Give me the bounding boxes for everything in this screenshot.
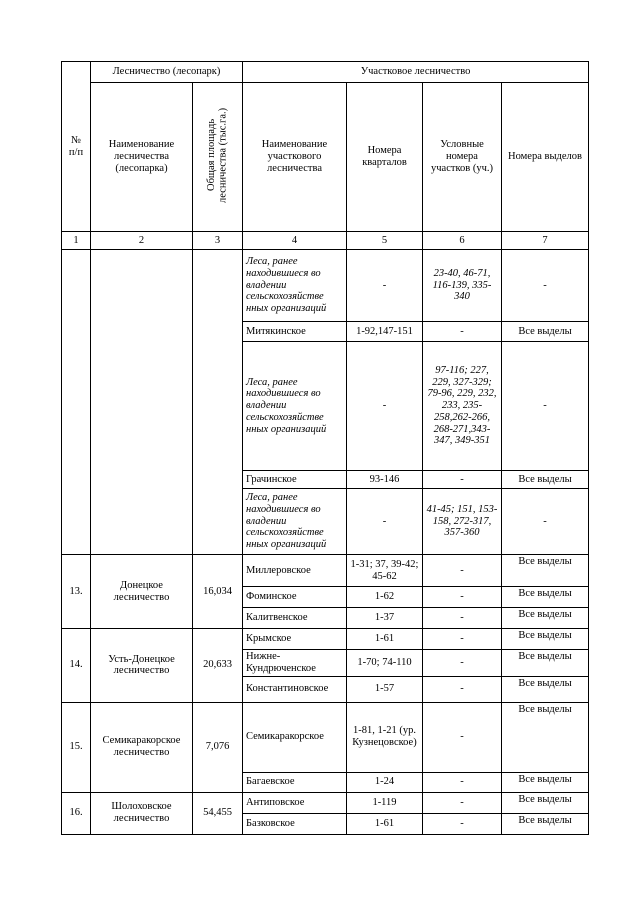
- quarters-cell: 1-37: [347, 608, 423, 629]
- sections-cell: -: [502, 342, 589, 471]
- plots-cell: -: [423, 676, 502, 702]
- quarters-cell: 1-81, 1-21 (ур. Кузнецовское): [347, 702, 423, 772]
- header-quarters: Номера кварталов: [347, 83, 423, 232]
- sections-cell: Все выделы: [502, 471, 589, 489]
- table-row: [62, 629, 589, 650]
- header-no: № п/п: [62, 62, 91, 232]
- quarters-cell: 1-70; 74-110: [347, 650, 423, 677]
- col-number: 7: [502, 232, 589, 250]
- column-numbers-row: [62, 232, 589, 250]
- forestry-area-cell: 54,455: [193, 792, 243, 834]
- local-forestry-name: Семикаракорское: [243, 702, 347, 772]
- forestry-name-cell: Шолоховское лесничество: [91, 792, 193, 834]
- sections-cell: Все выделы: [502, 650, 589, 677]
- header-sections: Номера выделов: [502, 83, 589, 232]
- local-forestry-name: Крымское: [243, 629, 347, 650]
- quarters-cell: 1-62: [347, 587, 423, 608]
- col-number: 3: [193, 232, 243, 250]
- header-plots: Условные номера участков (уч.): [423, 83, 502, 232]
- col-number: 6: [423, 232, 502, 250]
- col-number: 4: [243, 232, 347, 250]
- quarters-cell: -: [347, 250, 423, 322]
- header-group-forestry: Лесничество (лесопарк): [91, 62, 243, 83]
- table-row: [62, 555, 589, 587]
- local-forestry-name: Леса, ранее находившиеся во владении сельскохозяйстве нных организаций: [243, 489, 347, 555]
- local-forestry-name: Антиповское: [243, 792, 347, 813]
- local-forestry-name: Грачинское: [243, 471, 347, 489]
- forestry-area-cell: 7,076: [193, 702, 243, 792]
- sections-cell: Все выделы: [502, 608, 589, 629]
- local-forestry-name: Калитвенское: [243, 608, 347, 629]
- sections-cell: Все выделы: [502, 587, 589, 608]
- quarters-cell: -: [347, 342, 423, 471]
- row-number-cell: 14.: [62, 629, 91, 703]
- local-forestry-name: Миллеровское: [243, 555, 347, 587]
- forestry-name-cell: Усть-Донецкое лесничество: [91, 629, 193, 703]
- forestry-name-cell: Донецкое лесничество: [91, 555, 193, 629]
- table-row: [62, 250, 589, 322]
- local-forestry-name: Константиновское: [243, 676, 347, 702]
- header-group-local: Участковое лесничество: [243, 62, 589, 83]
- header-sub-name: Наименование участкового лесничества: [243, 83, 347, 232]
- plots-cell: -: [423, 650, 502, 677]
- forestry-name-cell: Семикаракорское лесничество: [91, 702, 193, 792]
- sections-cell: -: [502, 250, 589, 322]
- quarters-cell: 1-61: [347, 813, 423, 834]
- quarters-cell: 1-31; 37, 39-42; 45-62: [347, 555, 423, 587]
- sections-cell: Все выделы: [502, 555, 589, 587]
- sections-cell: Все выделы: [502, 792, 589, 813]
- plots-cell: -: [423, 792, 502, 813]
- quarters-cell: 1-61: [347, 629, 423, 650]
- sections-cell: Все выделы: [502, 322, 589, 342]
- plots-cell: 23-40, 46-71, 116-139, 335-340: [423, 250, 502, 322]
- plots-cell: -: [423, 587, 502, 608]
- header-area-text: Общая площадь лесничества (тыс.га.): [205, 107, 229, 203]
- plots-cell: -: [423, 608, 502, 629]
- local-forestry-name: Фоминское: [243, 587, 347, 608]
- col-number: 1: [62, 232, 91, 250]
- plots-cell: -: [423, 813, 502, 834]
- row-number-cell: 13.: [62, 555, 91, 629]
- local-forestry-name: Леса, ранее находившиеся во владении сельскохозяйстве нных организаций: [243, 250, 347, 322]
- forestry-area-cell: 20,633: [193, 629, 243, 703]
- quarters-cell: 1-57: [347, 676, 423, 702]
- forestry-name-cell: [91, 250, 193, 555]
- table-row: [62, 702, 589, 772]
- sections-cell: -: [502, 489, 589, 555]
- header-name: Наименование лесничества (лесопарка): [91, 83, 193, 232]
- header-row-1: [62, 62, 589, 83]
- row-number-cell: [62, 250, 91, 555]
- plots-cell: -: [423, 471, 502, 489]
- row-number-cell: 16.: [62, 792, 91, 834]
- plots-cell: 97-116; 227, 229, 327-329; 79-96, 229, 232, 233, 235-258,262-266, 268-271,343-347, 349-351: [423, 342, 502, 471]
- sections-cell: Все выделы: [502, 813, 589, 834]
- quarters-cell: 93-146: [347, 471, 423, 489]
- quarters-cell: 1-24: [347, 772, 423, 792]
- quarters-cell: 1-92,147-151: [347, 322, 423, 342]
- plots-cell: -: [423, 702, 502, 772]
- sections-cell: Все выделы: [502, 702, 589, 772]
- table-row: [62, 792, 589, 813]
- plots-cell: -: [423, 322, 502, 342]
- col-number: 2: [91, 232, 193, 250]
- quarters-cell: 1-119: [347, 792, 423, 813]
- plots-cell: -: [423, 629, 502, 650]
- row-number-cell: 15.: [62, 702, 91, 792]
- forestry-area-cell: 16,034: [193, 555, 243, 629]
- header-area: [193, 83, 243, 232]
- local-forestry-name: Нижне-Кундрюченское: [243, 650, 347, 677]
- forestry-area-cell: [193, 250, 243, 555]
- sections-cell: Все выделы: [502, 676, 589, 702]
- plots-cell: -: [423, 555, 502, 587]
- plots-cell: 41-45; 151, 153-158, 272-317, 357-360: [423, 489, 502, 555]
- local-forestry-name: Базковское: [243, 813, 347, 834]
- local-forestry-name: Митякинское: [243, 322, 347, 342]
- local-forestry-name: Леса, ранее находившиеся во владении сельскохозяйстве нных организаций: [243, 342, 347, 471]
- sections-cell: Все выделы: [502, 772, 589, 792]
- plots-cell: -: [423, 772, 502, 792]
- col-number: 5: [347, 232, 423, 250]
- forestry-table: [61, 61, 589, 835]
- sections-cell: Все выделы: [502, 629, 589, 650]
- header-row-2: [62, 83, 589, 232]
- quarters-cell: -: [347, 489, 423, 555]
- local-forestry-name: Багаевское: [243, 772, 347, 792]
